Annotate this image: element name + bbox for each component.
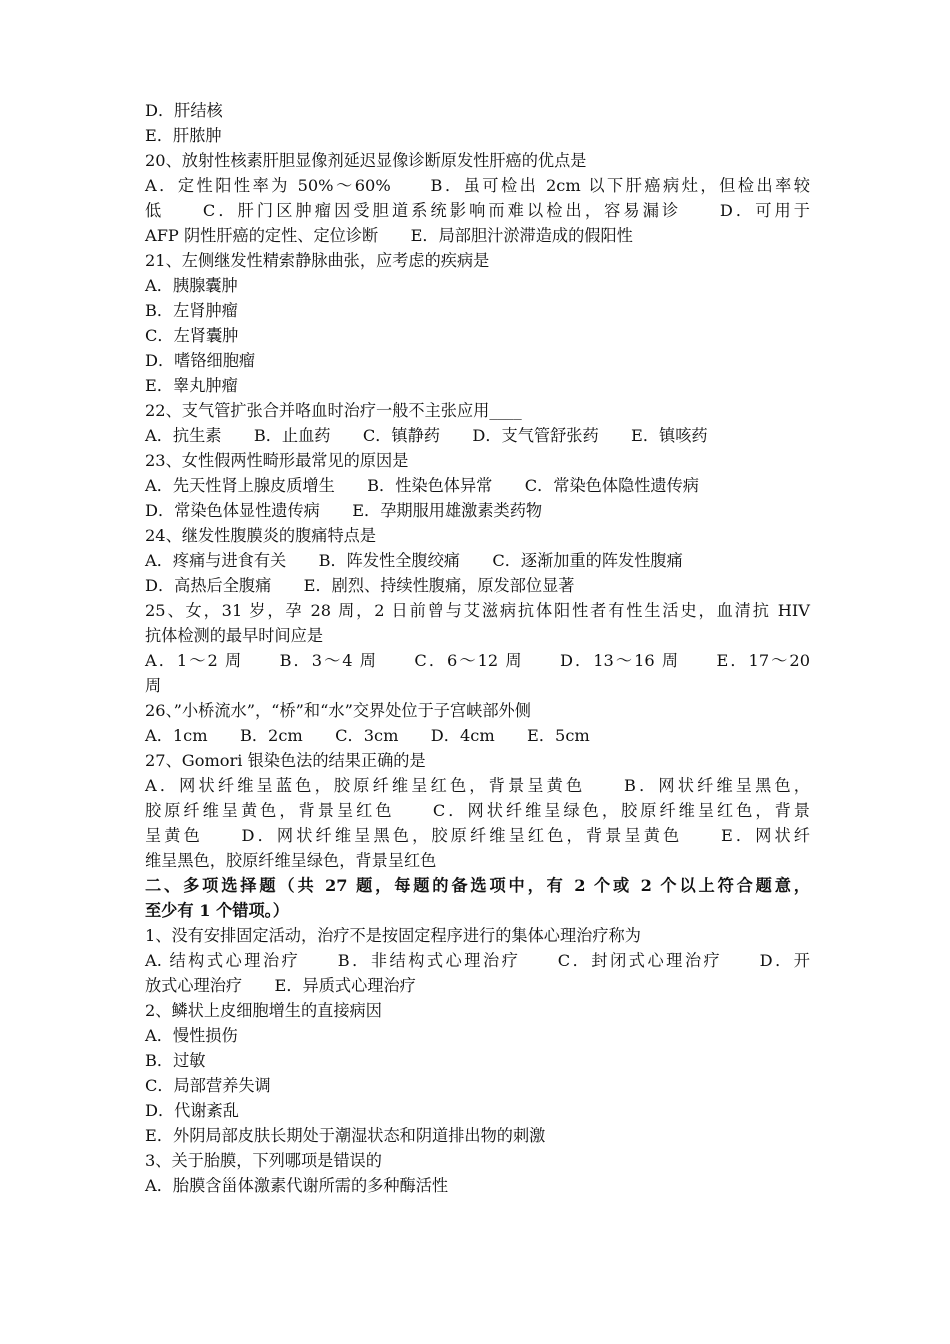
option-line: D．嗜铬细胞瘤	[145, 351, 256, 370]
option-line: C．局部营养失调	[145, 1076, 271, 1095]
option-line: D．肝结核	[145, 101, 223, 120]
option-line: E．肝脓肿	[145, 126, 222, 145]
question-line: 24、继发性腹膜炎的腹痛特点是	[145, 526, 377, 545]
option-line: E．睾丸肿瘤	[145, 376, 238, 395]
option-line: 放式心理治疗 E．异质式心理治疗	[145, 976, 416, 995]
option-line: A．慢性损伤	[145, 1026, 238, 1045]
question-line: 21、左侧继发性精索静脉曲张，应考虑的疾病是	[145, 251, 490, 270]
option-line: A. 结构式心理治疗 B．非结构式心理治疗 C．封闭式心理治疗 D．开	[145, 951, 810, 970]
question-line: 26、”小桥流水”，“桥”和“水”交界处位于子宫峡部外侧	[145, 701, 531, 720]
question-line: 3、关于胎膜，下列哪项是错误的	[145, 1151, 382, 1170]
option-line: E．外阴局部皮肤长期处于潮湿状态和阴道排出物的刺激	[145, 1126, 546, 1145]
option-line: AFP 阴性肝癌的定性、定位诊断 E．局部胆汁淤滞造成的假阳性	[145, 226, 633, 245]
option-line: A．网状纤维呈蓝色，胶原纤维呈红色，背景呈黄色 B．网状纤维呈黑色，	[145, 776, 810, 795]
option-line: A．疼痛与进食有关 B．阵发性全腹绞痛 C．逐渐加重的阵发性腹痛	[145, 551, 683, 570]
option-line: 周	[145, 676, 162, 695]
option-line: A．定性阳性率为 50%～60% B．虽可检出 2cm 以下肝癌病灶，但检出率较	[145, 176, 810, 195]
option-line: A．1～2 周 B．3～4 周 C．6～12 周 D．13～16 周 E．17～20	[145, 651, 810, 670]
question-line: 27、Gomori 银染色法的结果正确的是	[145, 751, 426, 770]
question-line: 23、女性假两性畸形最常见的原因是	[145, 451, 409, 470]
question-line: 22、支气管扩张合并咯血时治疗一般不主张应用____	[145, 401, 522, 420]
option-line: 呈黄色 D．网状纤维呈黑色，胶原纤维呈红色，背景呈黄色 E．网状纤	[145, 826, 810, 845]
option-line: A．胰腺囊肿	[145, 276, 238, 295]
option-line: B．左肾肿瘤	[145, 301, 238, 320]
option-line: A．抗生素 B．止血药 C．镇静药 D．支气管舒张药 E．镇咳药	[145, 426, 708, 445]
option-line: 胶原纤维呈黄色，背景呈红色 C．网状纤维呈绿色，胶原纤维呈红色，背景	[145, 801, 810, 820]
option-line: D．代谢紊乱	[145, 1101, 239, 1120]
option-line: 维呈黑色，胶原纤维呈绿色，背景呈红色	[145, 851, 437, 870]
question-line: 抗体检测的最早时间应是	[145, 626, 324, 645]
option-line: C．左肾囊肿	[145, 326, 239, 345]
option-line: D．常染色体显性遗传病 E．孕期服用雄激素类药物	[145, 501, 543, 520]
document-page	[145, 98, 810, 1198]
question-line: 20、放射性核素肝胆显像剂延迟显像诊断原发性肝癌的优点是	[145, 151, 587, 170]
option-line: A．1cm B．2cm C．3cm D．4cm E．5cm	[145, 726, 590, 745]
question-line: 25、女，31 岁，孕 28 周，2 日前曾与艾滋病抗体阳性者有性生活史，血清抗 HIV	[145, 601, 810, 620]
option-line: 低 C．肝门区肿瘤因受胆道系统影响而难以检出，容易漏诊 D．可用于	[145, 201, 810, 220]
section-heading: 至少有 1 个错项。）	[145, 901, 289, 920]
option-line: A．胎膜含甾体激素代谢所需的多种酶活性	[145, 1176, 449, 1195]
question-line: 1、没有安排固定活动，治疗不是按固定程序进行的集体心理治疗称为	[145, 926, 641, 945]
option-line: B．过敏	[145, 1051, 206, 1070]
section-heading: 二、多项选择题（共 27 题，每题的备选项中，有 2 个或 2 个以上符合题意，	[145, 876, 810, 895]
option-line: A．先天性肾上腺皮质增生 B．性染色体异常 C．常染色体隐性遗传病	[145, 476, 699, 495]
question-line: 2、鳞状上皮细胞增生的直接病因	[145, 1001, 382, 1020]
option-line: D．高热后全腹痛 E．剧烈、持续性腹痛，原发部位显著	[145, 576, 575, 595]
